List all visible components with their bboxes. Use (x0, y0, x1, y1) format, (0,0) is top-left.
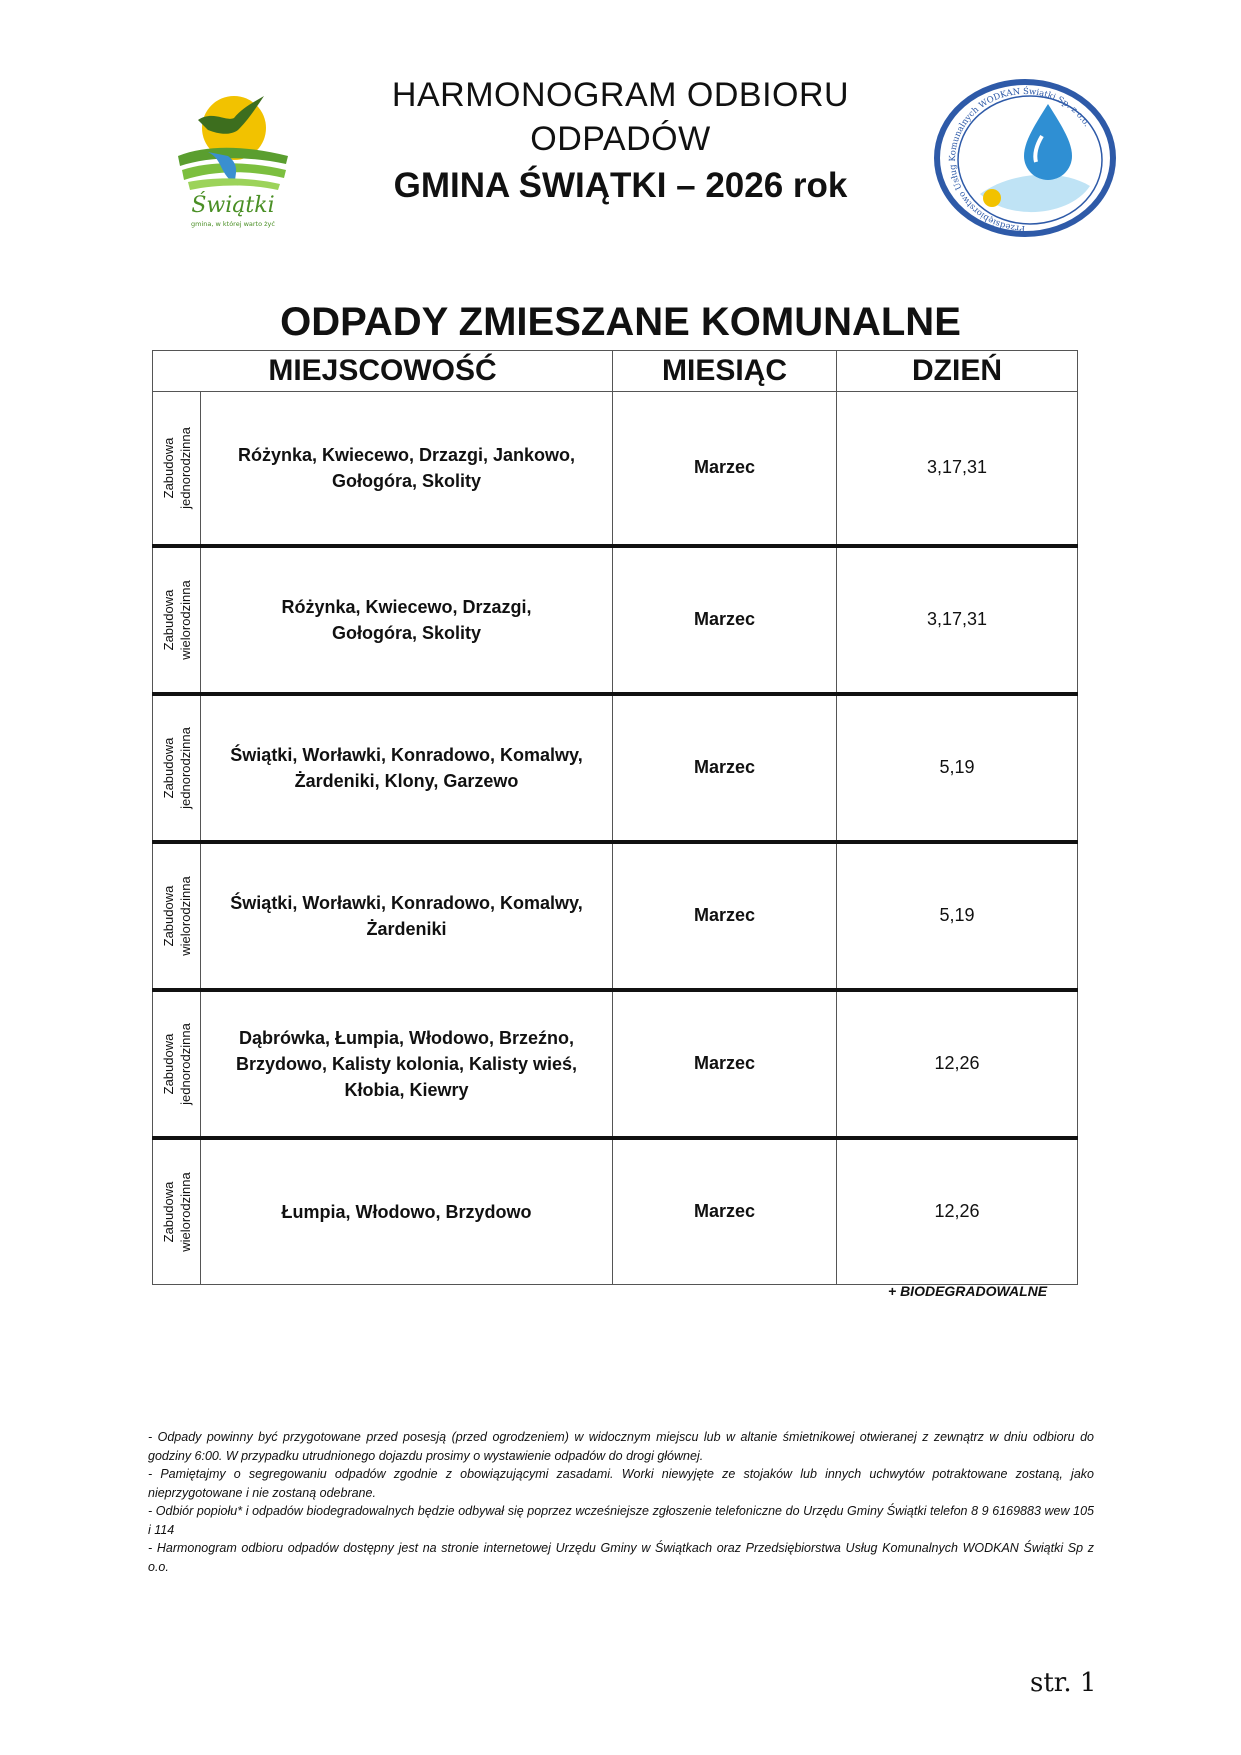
location-cell: Różynka, Kwiecewo, Drzazgi, Jankowo, Gołogóra, Skolity (201, 392, 613, 546)
month-cell: Marzec (613, 694, 837, 842)
table-row (153, 694, 1078, 842)
biodegradable-note: + BIODEGRADOWALNE (888, 1283, 1048, 1299)
header-title-line1: HARMONOGRAM ODBIORU (391, 76, 850, 114)
month-cell: Marzec (613, 1138, 837, 1285)
location-cell: Dąbrówka, Łumpia, Włodowo, Brzeźno, Brzydowo, Kalisty kolonia, Kalisty wieś, Kłobia, Kiewry (201, 990, 613, 1138)
header-day: DZIEŃ (837, 351, 1078, 392)
building-type-label: wielorodzinna (177, 579, 193, 660)
note-item: - Odpady powinny być przygotowane przed posesją (przed ogrodzeniem) w widocznym miejscu lub w altanie śmietnikowej otwieranej z zewnątrz w dniu odbioru do godziny 6:00. W przypadku utrudnionego dojazdu prosimy o wystawienie odpadów do drogi głównej. (148, 1430, 1094, 1463)
table-row (153, 392, 1078, 546)
building-type-cell (153, 546, 201, 694)
header-title-line2: ODPADÓW (530, 120, 711, 158)
day-cell: 5,19 (837, 842, 1078, 990)
day-cell: 3,17,31 (837, 392, 1078, 546)
location-cell: Łumpia, Włodowo, Brzydowo (201, 1138, 613, 1285)
table-row (153, 1138, 1078, 1285)
wodkan-logo (930, 76, 1120, 241)
building-type-cell (153, 990, 201, 1138)
building-type-cell (153, 694, 201, 842)
table-row (153, 990, 1078, 1138)
section-title: ODPADY ZMIESZANE KOMUNALNE (280, 300, 961, 344)
building-type-label: wielorodzinna (177, 875, 193, 956)
building-type-label: Zabudowa (160, 589, 176, 650)
logo-brand-text: Świątki (191, 193, 275, 218)
month-cell: Marzec (613, 546, 837, 694)
month-cell: Marzec (613, 842, 837, 990)
building-type-label: jednorodzinna (177, 1022, 193, 1105)
building-type-label: Zabudowa (160, 1181, 176, 1243)
building-type-label: Zabudowa (160, 885, 176, 946)
day-cell: 3,17,31 (837, 546, 1078, 694)
building-type-cell (153, 392, 201, 546)
header-location: MIEJSCOWOŚĆ (153, 351, 613, 392)
location-cell: Świątki, Worławki, Konradowo, Komalwy, Żardeniki, Klony, Garzewo (201, 694, 613, 842)
day-cell: 12,26 (837, 990, 1078, 1138)
month-cell: Marzec (613, 392, 837, 546)
table-row (153, 546, 1078, 694)
building-type-label: jednorodzinna (177, 426, 193, 509)
header-month: MIESIĄC (613, 351, 837, 392)
building-type-label: Zabudowa (160, 737, 176, 798)
svg-text:Przedsiębiorstwo Usług Komunal: Przedsiębiorstwo Usług Komunalnych WODKAN Świątki Sp. z o.o. (947, 86, 1092, 234)
building-type-label: wielorodzinna (177, 1172, 193, 1252)
building-type-label: jednorodzinna (177, 726, 193, 809)
building-type-label: Zabudowa (160, 437, 176, 499)
table-row (153, 842, 1078, 990)
page-number: str. 1 (1030, 1668, 1097, 1698)
note-item: - Odbiór popiołu* i odpadów biodegradowalnych będzie odbywał się poprzez wcześniejsze zgłoszenie telefoniczne do Urzędu Gminy Świątki telefon 8 9 6169883 wew 105 i 114 (148, 1504, 1094, 1537)
location-cell: Świątki, Worławki, Konradowo, Komalwy, Żardeniki (201, 842, 613, 990)
table-header-row (153, 351, 1078, 392)
building-type-label: Zabudowa (160, 1033, 176, 1094)
building-type-cell (153, 1138, 201, 1285)
location-cell: Różynka, Kwiecewo, Drzazgi, Gołogóra, Skolity (201, 546, 613, 694)
month-cell: Marzec (613, 990, 837, 1138)
header-title-line3: GMINA ŚWIĄTKI – 2026 rok (393, 166, 848, 205)
building-type-cell (153, 842, 201, 990)
notes-block (148, 1428, 1094, 1576)
schedule-table (152, 350, 1078, 1285)
day-cell: 5,19 (837, 694, 1078, 842)
logo-tagline-text: gmina, w której warto żyć (191, 220, 275, 228)
note-item: - Harmonogram odbioru odpadów dostępny jest na stronie internetowej Urzędu Gminy w Świątkach oraz Przedsiębiorstwa Usług Komunalnych WODKAN Świątki Sp z o.o. (148, 1541, 1094, 1574)
day-cell: 12,26 (837, 1138, 1078, 1285)
note-item: - Pamiętajmy o segregowaniu odpadów zgodnie z obowiązującymi zasadami. Worki niewyjęte ze stojaków lub innych uchwytów potraktowane zostaną, jako nieprzygotowane i nie zostaną odebrane. (148, 1467, 1094, 1500)
